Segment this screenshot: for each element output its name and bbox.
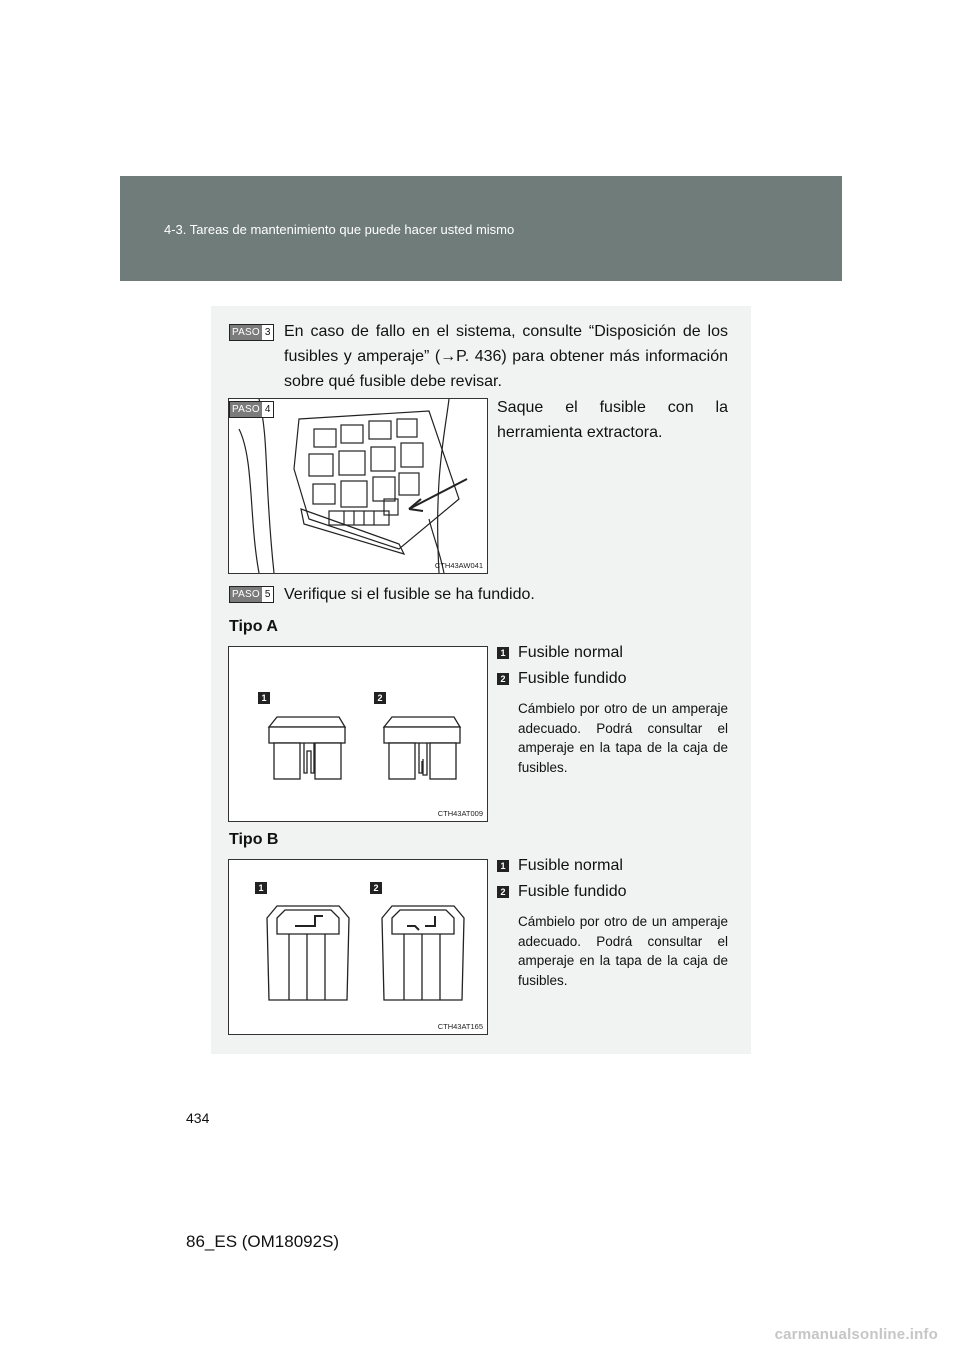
- tipo-a-label-2-badge: 2: [374, 692, 386, 704]
- step-4-badge-word: PASO: [232, 404, 260, 415]
- tipo-a-illustration: [228, 646, 488, 822]
- tipo-b-image-code: CTH43AT165: [437, 1022, 483, 1031]
- step-5-badge-number: 5: [264, 589, 271, 600]
- tipo-b-note: Cámbielo por otro de un amperaje adecuado. Podrá consultar el amperaje en la tapa de la caja de fusibles.: [518, 914, 728, 988]
- tipo-b-item-1-text: Fusible normal: [518, 857, 623, 874]
- tipo-a-image-code: CTH43AT009: [437, 809, 483, 818]
- step-4-text: Saque el fusible con la herramienta extractora.: [497, 399, 728, 441]
- tipo-a-heading: Tipo A: [229, 618, 278, 635]
- tipo-a-item-1-text: Fusible normal: [518, 644, 623, 661]
- tipo-b-item-2-text: Fusible fundido: [518, 883, 627, 900]
- chapter-title: 4-3. Tareas de mantenimiento que puede hacer usted mismo: [164, 222, 515, 237]
- fuse-box-image-code: CTH43AW041: [434, 561, 483, 570]
- watermark: carmanualsonline.info: [774, 1326, 938, 1343]
- tipo-a-fuses-drawing: [229, 647, 487, 821]
- tipo-a-label-1-badge: 1: [258, 692, 270, 704]
- step-3-text: En caso de fallo en el sistema, consulte “Disposición de los fusibles y amperaje” (→P. 436) para obtener más información sobre qué fusible debe revisar.: [284, 323, 728, 390]
- fuse-box-illustration: [228, 398, 488, 574]
- step-5-badge-word: PASO: [232, 589, 260, 600]
- chapter-header: [120, 176, 842, 281]
- page-number: 434: [186, 1110, 210, 1126]
- step-5-badge: [229, 586, 274, 603]
- tipo-b-label-2-badge: 2: [370, 882, 382, 894]
- step-3-badge: [229, 324, 274, 341]
- step-3-badge-word: PASO: [232, 327, 260, 338]
- tipo-b-label-1-badge: 1: [255, 882, 267, 894]
- tipo-b-item-2-badge: 2: [497, 886, 509, 898]
- tipo-b-illustration: [228, 859, 488, 1035]
- manual-model-code: 86_ES (OM18092S): [186, 1232, 340, 1251]
- tipo-b-item-1-badge: 1: [497, 860, 509, 872]
- step-4-badge: [229, 401, 274, 418]
- tipo-a-item-1-badge: 1: [497, 647, 509, 659]
- step-4-badge-number: 4: [264, 404, 271, 415]
- tipo-b-fuses-drawing: [229, 860, 487, 1034]
- tipo-b-heading: Tipo B: [229, 831, 279, 848]
- tipo-a-item-2-badge: 2: [497, 673, 509, 685]
- step-5-text: Verifique si el fusible se ha fundido.: [284, 586, 535, 603]
- tipo-a-note: Cámbielo por otro de un amperaje adecuado. Podrá consultar el amperaje en la tapa de la caja de fusibles.: [518, 701, 728, 775]
- fuse-box-drawing: [229, 399, 487, 573]
- step-3-badge-number: 3: [264, 327, 271, 338]
- tipo-a-item-2-text: Fusible fundido: [518, 670, 627, 687]
